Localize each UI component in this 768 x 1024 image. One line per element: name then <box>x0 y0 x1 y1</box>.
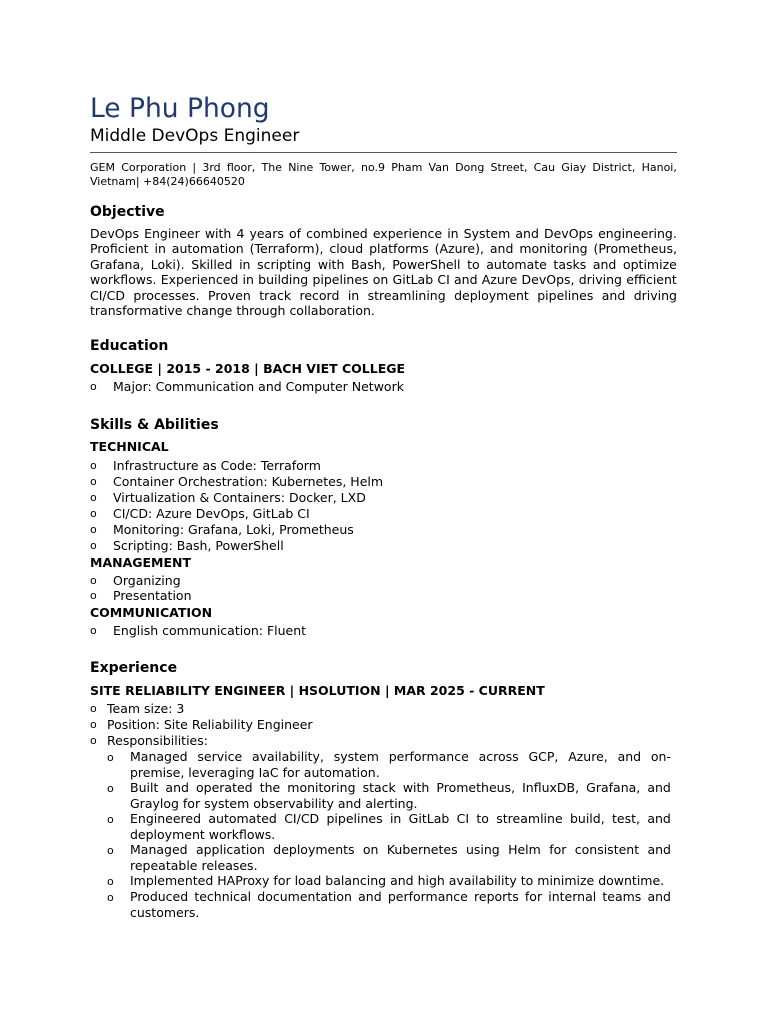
responsibility-line: customers. <box>130 905 200 920</box>
word: test, <box>612 811 640 826</box>
word: Proven <box>208 288 251 303</box>
word: Cau <box>533 161 556 174</box>
objective-line <box>90 288 677 304</box>
word: monitoring <box>519 241 588 256</box>
word: Giay <box>561 161 587 174</box>
word: and <box>647 842 671 857</box>
section-heading-skills: Skills & Abilities <box>90 417 219 433</box>
responsibility-line <box>130 780 671 796</box>
word: years <box>249 226 284 241</box>
word: PowerShell <box>392 257 461 272</box>
word: driving <box>633 288 677 303</box>
list-item-text: English communication: Fluent <box>113 623 307 638</box>
bullet-icon: o <box>107 875 114 888</box>
word: Engineered <box>130 811 202 826</box>
bullet-icon: o <box>90 702 97 715</box>
word: (Terraform), <box>249 241 324 256</box>
word: across <box>478 749 519 764</box>
list-item-text: Infrastructure as Code: Terraform <box>113 458 321 473</box>
word: Grafana, <box>586 780 641 795</box>
list-item-text: Responsibilities: <box>107 733 208 748</box>
word: processes. <box>133 288 200 303</box>
word: CI/CD <box>90 288 125 303</box>
word: engineering. <box>598 226 677 241</box>
word: Built <box>130 780 159 795</box>
skills-group-title-communication: COMMUNICATION <box>90 605 213 620</box>
word: internal <box>548 889 597 904</box>
objective-line <box>90 257 677 273</box>
word: Dong <box>455 161 485 174</box>
word: for <box>524 889 543 904</box>
list-item-text: Organizing <box>113 573 181 588</box>
bullet-icon: o <box>90 523 97 536</box>
word: Azure <box>481 272 518 287</box>
word: to <box>476 811 489 826</box>
word: automated <box>208 811 277 826</box>
word: and <box>489 241 514 256</box>
word: the <box>259 780 281 795</box>
word: GEM <box>90 161 115 174</box>
word: CI <box>456 811 470 826</box>
word: efficient <box>626 272 677 287</box>
word: Produced <box>130 889 189 904</box>
word: InfluxDB, <box>522 780 580 795</box>
word: on- <box>650 749 671 764</box>
word: with <box>204 226 232 241</box>
word: District, <box>592 161 636 174</box>
word: and <box>358 889 382 904</box>
word: building <box>258 272 309 287</box>
word: service <box>197 749 243 764</box>
word: cloud <box>329 241 364 256</box>
word: in <box>389 811 402 826</box>
word: on <box>372 272 389 287</box>
word: tasks <box>553 257 587 272</box>
word: performance <box>388 749 469 764</box>
section-heading-objective: Objective <box>90 204 165 220</box>
word: 3rd <box>202 161 221 174</box>
word: System <box>463 226 511 241</box>
word: consistent <box>574 842 640 857</box>
list-item-text: CI/CD: Azure DevOps, GitLab CI <box>113 506 310 521</box>
bullet-icon: o <box>107 782 114 795</box>
bullet-icon: o <box>90 380 97 393</box>
bullet-icon: o <box>90 734 97 747</box>
word: Managed <box>130 749 188 764</box>
word: and <box>647 889 671 904</box>
word: teams <box>602 889 642 904</box>
word: GitLab <box>392 272 434 287</box>
list-item-text: Position: Site Reliability Engineer <box>107 717 313 732</box>
header-divider <box>90 152 677 153</box>
word: record <box>299 288 340 303</box>
list-item-text: Presentation <box>113 588 192 603</box>
word: experience <box>372 226 443 241</box>
list-item-text: Major: Communication and Computer Network <box>113 379 404 394</box>
responsibility-line <box>130 749 671 765</box>
word: with <box>317 257 345 272</box>
word: in <box>154 241 166 256</box>
word: reports <box>474 889 519 904</box>
word: automate <box>486 257 547 272</box>
objective-line <box>90 241 677 257</box>
word: with <box>402 780 430 795</box>
skills-group-title-management: MANAGEMENT <box>90 555 192 570</box>
word: monitoring <box>287 780 356 795</box>
word: GitLab <box>408 811 450 826</box>
word: driving <box>578 272 622 287</box>
section-heading-experience: Experience <box>90 660 178 676</box>
word: Azure, <box>568 749 608 764</box>
word: and <box>165 780 189 795</box>
word: pipelines <box>537 288 594 303</box>
list-item-text: Virtualization & Containers: Docker, LXD <box>113 490 366 505</box>
word: DevOps <box>543 226 593 241</box>
word: pipelines <box>312 272 369 287</box>
word: technical <box>194 889 252 904</box>
word: optimize <box>622 257 677 272</box>
list-item-text: Team size: 3 <box>107 701 185 716</box>
word: Bash, <box>350 257 386 272</box>
word: Proficient <box>90 241 149 256</box>
word: streamline <box>496 811 563 826</box>
bullet-icon: o <box>90 459 97 472</box>
bullet-icon: o <box>90 507 97 520</box>
skills-group-title-technical: TECHNICAL <box>90 439 169 454</box>
word: in <box>447 226 459 241</box>
word: no.9 <box>361 161 386 174</box>
word: Nine <box>288 161 314 174</box>
word: and <box>453 272 478 287</box>
word: Kubernetes <box>386 842 458 857</box>
word: and <box>601 288 626 303</box>
bullet-icon: o <box>90 539 97 552</box>
bullet-icon: o <box>90 475 97 488</box>
responsibility-line: deployment workflows. <box>130 827 276 842</box>
word: system <box>333 749 379 764</box>
word: build, <box>569 811 605 826</box>
responsibility-line <box>130 811 671 827</box>
word: (Prometheus, <box>593 241 677 256</box>
word: and <box>647 811 671 826</box>
objective-line <box>90 272 677 288</box>
word: and <box>592 257 617 272</box>
objective-line <box>90 226 677 242</box>
responsibility-line <box>130 842 671 858</box>
word: Managed <box>130 842 188 857</box>
word: Grafana, <box>90 257 145 272</box>
responsibility-line: Graylog for system observability and alerting. <box>130 796 418 811</box>
list-item-text: Container Orchestration: Kubernetes, Helm <box>113 474 384 489</box>
responsibility-line: premise, leveraging IaC for automation. <box>130 765 380 780</box>
word: CI/CD <box>284 811 320 826</box>
responsibility-line: Implemented HAProxy for load balancing and high availability to minimize downtime. <box>130 873 665 888</box>
word: Skilled <box>191 257 233 272</box>
word: Helm <box>508 842 541 857</box>
word: application <box>195 842 265 857</box>
responsibility-line: repeatable releases. <box>130 858 258 873</box>
word: scripting <box>257 257 312 272</box>
word: Street, <box>490 161 528 174</box>
word: documentation <box>257 889 352 904</box>
bullet-icon: o <box>90 574 97 587</box>
education-entry-title: COLLEGE | 2015 - 2018 | BACH VIET COLLEGE <box>90 361 406 376</box>
word: Loki). <box>150 257 185 272</box>
word: combined <box>306 226 368 241</box>
word: Hanoi, <box>641 161 677 174</box>
word: Corporation <box>121 161 187 174</box>
word: availability, <box>251 749 324 764</box>
bullet-icon: o <box>90 718 97 731</box>
word: platforms <box>369 241 429 256</box>
word: stack <box>362 780 396 795</box>
word: and <box>515 226 539 241</box>
word: to <box>467 257 480 272</box>
word: streamlining <box>367 288 446 303</box>
contact-line: Vietnam| +84(24)66640520 <box>90 175 245 188</box>
word: pipelines <box>326 811 383 826</box>
word: DevOps <box>90 226 139 241</box>
word: floor, <box>226 161 256 174</box>
word: and <box>647 780 671 795</box>
bullet-icon: o <box>90 491 97 504</box>
word: The <box>261 161 282 174</box>
word: 4 <box>236 226 245 241</box>
word: in <box>347 288 360 303</box>
word: track <box>259 288 292 303</box>
word: Prometheus, <box>436 780 516 795</box>
word: and <box>617 749 642 764</box>
word: CI <box>437 272 450 287</box>
word: operated <box>196 780 253 795</box>
bullet-icon: o <box>90 624 97 637</box>
contact-line <box>90 161 677 175</box>
experience-job-title: SITE RELIABILITY ENGINEER | HSOLUTION | MAR 2025 - CURRENT <box>90 683 545 698</box>
word: Experienced <box>160 272 239 287</box>
responsibility-line <box>130 889 671 905</box>
bullet-icon: o <box>107 844 114 857</box>
bullet-icon: o <box>107 813 114 826</box>
word: performance <box>387 889 468 904</box>
bullet-icon: o <box>107 751 114 764</box>
word: in <box>239 257 251 272</box>
candidate-title: Middle DevOps Engineer <box>90 126 300 146</box>
objective-line: transformative change through collaboration. <box>90 303 375 318</box>
list-item-text: Monitoring: Grafana, Loki, Prometheus <box>113 522 354 537</box>
bullet-icon: o <box>90 589 97 602</box>
word: Tower, <box>319 161 355 174</box>
candidate-name: Le Phu Phong <box>90 93 270 124</box>
word: deployment <box>454 288 529 303</box>
bullet-icon: o <box>107 891 114 904</box>
word: deployments <box>273 842 355 857</box>
word: Pham <box>391 161 423 174</box>
word: Van <box>428 161 449 174</box>
section-heading-education: Education <box>90 338 169 354</box>
word: automation <box>171 241 244 256</box>
word: Engineer <box>144 226 200 241</box>
word: of <box>288 226 302 241</box>
word: | <box>192 161 197 174</box>
word: DevOps, <box>521 272 575 287</box>
word: for <box>549 842 567 857</box>
word: in <box>242 272 254 287</box>
word: on <box>362 842 379 857</box>
list-item-text: Scripting: Bash, PowerShell <box>113 538 284 553</box>
word: GCP, <box>528 749 559 764</box>
word: using <box>465 842 500 857</box>
word: (Azure), <box>434 241 484 256</box>
word: workflows. <box>90 272 157 287</box>
